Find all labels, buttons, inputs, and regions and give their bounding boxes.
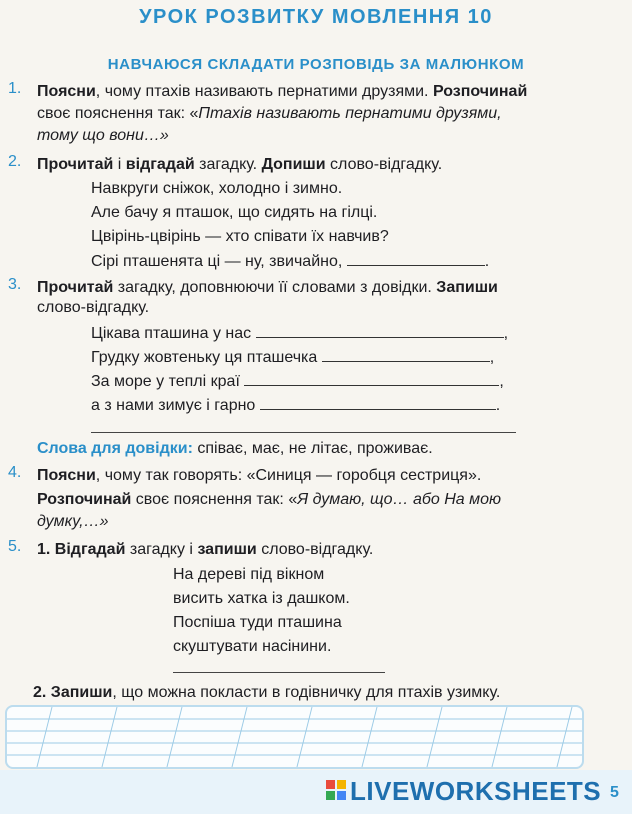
lesson-subtitle: НАВЧАЮСЯ СКЛАДАТИ РОЗПОВІДЬ ЗА МАЛЮНКОМ: [107, 56, 525, 73]
task-5-text-3: , що можна покласти в годівничку для птахів узимку.: [112, 684, 501, 701]
task-5-sub-2-number: 2.: [33, 684, 47, 701]
task-2-text-3: слово-відгадку.: [325, 156, 443, 173]
task-5-sub-1-number: 1.: [37, 541, 51, 558]
task-5-verb-write-2: Запиши: [50, 684, 113, 701]
task-4-text-1: , чому так говорять: «Синиця — горобця сестриця».: [95, 467, 482, 484]
task-4-verb-start: Розпочинай: [37, 491, 132, 508]
task-4-quote-2: думку,…»: [37, 513, 109, 530]
task-2-answer-blank[interactable]: [347, 251, 485, 266]
task-3-verb-read: Прочитай: [37, 279, 114, 296]
task-3-poem-text-4: а з нами зимує і гарно: [91, 397, 256, 414]
task-3-poem-text-2: Грудку жовтеньку ця пташечка: [91, 349, 318, 366]
task-4-text-2: своє пояснення так: «: [131, 491, 298, 508]
task-3-text-1: загадку, доповнюючи її словами з довідки.: [113, 279, 437, 296]
task-3-blank-1[interactable]: [256, 323, 504, 338]
task-4-line-1: [37, 466, 481, 486]
task-2-number: 2.: [8, 153, 22, 170]
task-1-quote-1: Птахів називають пернатими друзями,: [198, 105, 502, 122]
task-5-text-1: загадку і: [125, 541, 198, 558]
task-2-poem-line-4: Сірі пташенята ці — ну, звичайно, .: [91, 253, 490, 270]
task-3-poem-line-4: а з нами зимує і гарно .: [91, 397, 501, 414]
task-2-text-1: і: [113, 156, 126, 173]
task-1-verb-explain: Поясни: [37, 83, 96, 100]
lesson-title: УРОК РОЗВИТКУ МОВЛЕННЯ 10: [139, 6, 493, 28]
task-3-blank-3[interactable]: [244, 371, 499, 386]
task-1-quote-2: тому що вони…»: [37, 127, 169, 144]
task-2-verb-guess: відгадай: [125, 156, 195, 173]
task-3-hint-label: Слова для довідки:: [37, 440, 193, 457]
task-1-text: , чому птахів називають пернатими друзями.: [95, 83, 433, 100]
task-2-verb-read: Прочитай: [37, 156, 114, 173]
task-5-verb-guess: Відгадай: [54, 541, 126, 558]
liveworksheets-logo-icon: [326, 780, 346, 800]
task-4-number: 4.: [8, 464, 22, 481]
task-3-blank-2[interactable]: [322, 347, 490, 362]
task-3-answer-line[interactable]: [91, 432, 516, 433]
task-3-poem-line-2: Грудку жовтеньку ця пташечка ,: [91, 349, 495, 366]
task-5-poem-line-4: скуштувати насінини.: [173, 638, 332, 655]
task-3-hint: [37, 439, 433, 459]
task-5-poem-line-1: На дереві під вікном: [173, 566, 325, 583]
task-5-poem-line-3: Поспіша туди пташина: [173, 614, 342, 631]
task-4-verb-explain: Поясни: [37, 467, 96, 484]
page-number: 5: [610, 784, 619, 801]
task-3-poem-text-1: Цікава пташина у нас: [91, 325, 252, 342]
task-3-hint-words: співає, має, не літає, проживає.: [197, 440, 433, 457]
task-2-poem-line-2: Але бачу я пташок, що сидять на гілці.: [91, 204, 378, 221]
handwriting-lines: [7, 707, 582, 767]
task-1-text-2: своє пояснення так: «: [37, 105, 199, 122]
task-2-verb-write: Допиши: [261, 156, 326, 173]
task-3-poem-line-3: За море у теплі краї ,: [91, 373, 504, 390]
task-1-line-1: [37, 82, 527, 102]
task-5-verb-write: запиши: [197, 541, 257, 558]
task-3-poem-text-3: За море у теплі краї: [91, 373, 240, 390]
task-1-verb-start: Розпочинай: [432, 83, 528, 100]
task-2-instruction: [37, 155, 442, 175]
task-3-verb-write: Запиши: [436, 279, 498, 296]
task-3-instruction-2: слово-відгадку.: [37, 299, 150, 316]
task-5-sub-1-instruction: [37, 540, 373, 560]
answer-writing-box[interactable]: [5, 705, 584, 769]
task-2-poem-text: Сірі пташенята ці — ну, звичайно,: [91, 253, 343, 270]
task-5-answer-line[interactable]: [173, 672, 385, 673]
task-1-number: 1.: [8, 80, 22, 97]
task-3-blank-4[interactable]: [260, 395, 496, 410]
task-5-poem-line-2: висить хатка із дашком.: [173, 590, 350, 607]
task-5-number: 5.: [8, 538, 22, 555]
task-3-number: 3.: [8, 276, 22, 293]
task-2-text-2: загадку.: [194, 156, 262, 173]
task-1-line-2: [37, 104, 502, 124]
task-3-poem-line-1: Цікава пташина у нас ,: [91, 325, 509, 342]
task-4-quote-1: Я думаю, що… або На мою: [297, 491, 502, 508]
task-2-poem-line-1: Навкруги сніжок, холодно і зимно.: [91, 180, 343, 197]
task-4-line-2: [37, 490, 501, 510]
task-5-text-2: слово-відгадку.: [256, 541, 374, 558]
task-3-instruction-1: [37, 278, 498, 298]
liveworksheets-brand: LIVEWORKSHEETS: [350, 776, 602, 806]
task-5-sub-2-instruction: [33, 683, 500, 703]
task-2-poem-line-3: Цвірінь-цвірінь — хто співати їх навчив?: [91, 228, 389, 245]
